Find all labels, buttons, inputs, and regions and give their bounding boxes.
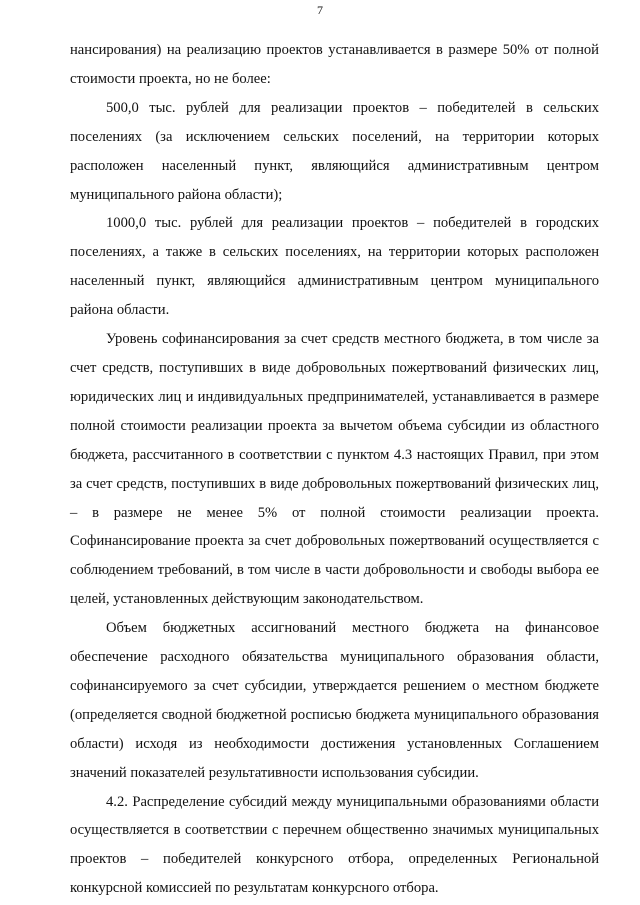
paragraph-subsidy-distribution: 4.2. Распределение субсидий между муниципальными образованиями области осуществляется в соответствии с перечнем общественно значимых муниципальных проектов – победителей конкурсного отбора, определенных Региональной конкурсной комиссией по результатам конкурсного отбора. <box>70 793 599 897</box>
paragraph-rural-limit: 500,0 тыс. рублей для реализации проектов – победителей в сельских поселениях (за исключением сельских поселений, на территории которых расположен населенный пункт, являющийся административным центром муниципального района области); <box>70 99 599 203</box>
paragraph-continuation: нансирования) на реализацию проектов устанавливается в размере 50% от полной стоимости проекта, но не более: <box>70 42 599 87</box>
document-body <box>70 36 599 903</box>
paragraph-urban-limit: 1000,0 тыс. рублей для реализации проектов – победителей в городских поселениях, а также в сельских поселениях, на территории которых расположен населенный пункт, являющийся административным центром муниципального района области. <box>70 215 599 319</box>
paragraph-budget-allocations: Объем бюджетных ассигнований местного бюджета на финансовое обеспечение расходного обязательства муниципального образования области, софинансируемого за счет субсидии, утверждается решением о местном бюджете (определяется сводной бюджетной росписью бюджета муниципального образования области) исходя из необходимости достижения установленных Соглашением значений показателей результативности использования субсидии. <box>70 620 599 781</box>
page-number: 7 <box>317 3 323 17</box>
paragraph-cofinancing-level: Уровень софинансирования за счет средств местного бюджета, в том числе за счет средств, поступивших в виде добровольных пожертвований физических лиц, юридических лиц и индивидуальных предпринимателей, устанавливается в размере полной стоимости реализации проекта за вычетом объема субсидии из областного бюджета, рассчитанного в соответствии с пунктом 4.3 настоящих Правил, при этом за счет средств, поступивших в виде добровольных пожертвований физических лиц, – в размере не менее 5% от полной стоимости реализации проекта. Софинансирование проекта за счет добровольных пожертвований осуществляется с соблюдением требований, в том числе в части добровольности и свободы выбора ее целей, установленных действующим законодательством. <box>70 331 599 608</box>
